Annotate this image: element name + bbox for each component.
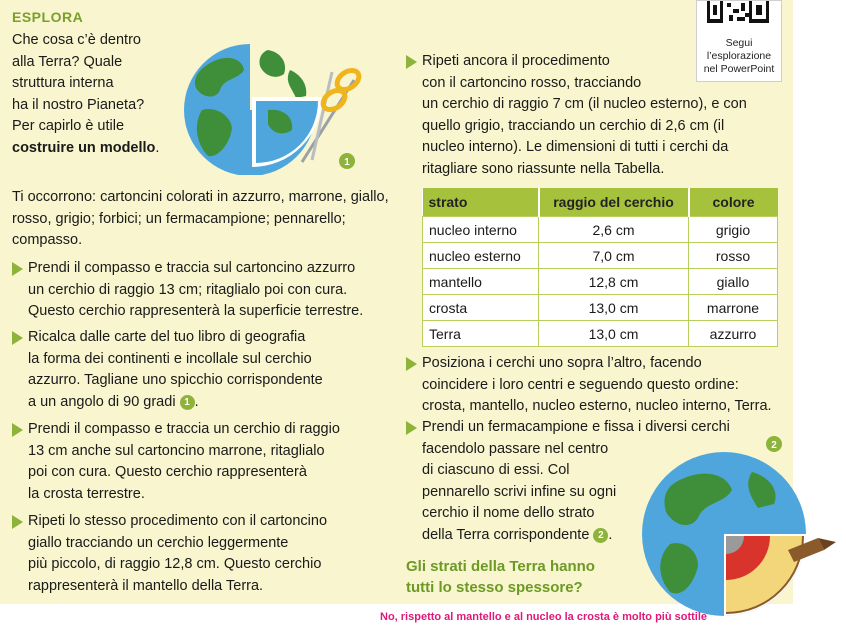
table-cell: giallo (689, 269, 778, 295)
earth-layers-model-illustration (640, 432, 840, 622)
table-cell: rosso (689, 243, 778, 269)
column-header-raggio: raggio del cerchio (539, 188, 689, 217)
table-cell: crosta (423, 295, 539, 321)
qr-caption-line: Segui (725, 37, 753, 49)
step-line: quello grigio, tracciando un cerchio di 2,6 cm (il (422, 117, 725, 134)
table-cell: mantello (423, 269, 539, 295)
intro-line: Che cosa c’è dentro (12, 32, 141, 48)
step-bullet-icon (406, 357, 417, 371)
question-line: tutti lo stesso spessore? (406, 579, 583, 596)
step-bullet-icon (406, 421, 417, 435)
step-line (28, 392, 323, 414)
intro-line: Per capirlo è utile (12, 118, 125, 134)
table-cell: grigio (689, 217, 778, 243)
question-text (406, 556, 595, 598)
step-line: 13 cm anche sul cartoncino marrone, ritaglialo (28, 442, 325, 459)
step-line: facendolo passare nel centro (422, 440, 609, 457)
table-cell: Terra (423, 321, 539, 347)
figure-badge-1-label: 1 (344, 157, 350, 168)
step-line: di ciascuno di essi. Col (422, 462, 570, 478)
table-row (423, 269, 778, 295)
step-stack-circles (406, 353, 772, 418)
step-line: con il cartoncino rosso, tracciando (422, 74, 642, 91)
qr-code-icon (705, 1, 773, 25)
intro-line: alla Terra? Quale (12, 53, 123, 70)
step-bullet-icon (406, 55, 417, 69)
step-line: azzurro. Tagliane uno spicchio corrispondente (28, 372, 323, 388)
intro-line-last (12, 138, 182, 160)
step-yellow-mantle (12, 511, 327, 597)
table-cell: 13,0 cm (539, 321, 689, 347)
step-line: pennarello scrivi infine su ogni (422, 483, 617, 500)
step-line: crosta, mantello, nucleo esterno, nucleo interno, Terra. (422, 398, 772, 414)
table-cell: 12,8 cm (539, 269, 689, 295)
section-heading: ESPLORA (12, 9, 84, 25)
earth-model-cut-illustration (172, 40, 367, 175)
step-line: Ricalca dalle carte del tuo libro di geografia (28, 329, 306, 345)
table-cell: 2,6 cm (539, 217, 689, 243)
figure-badge-2-label: 2 (771, 440, 777, 451)
step-line: cerchio il nome dello strato (422, 505, 595, 521)
step-line: nucleo interno). Le dimensioni di tutti i cerchi da (422, 139, 729, 155)
step-line: la forma dei continenti e incollale sul cerchio (28, 350, 312, 367)
intro-bold-phrase: costruire un modello (12, 139, 156, 156)
step-line: giallo tracciando un cerchio leggermente (28, 534, 289, 551)
step-bullet-icon (12, 262, 23, 276)
step-line: Posiziona i cerchi uno sopra l’altro, facendo (422, 355, 702, 371)
step-line: ritagliare sono riassunte nella Tabella. (422, 160, 665, 177)
step-line: coincidere i loro centri e seguendo questo ordine: (422, 376, 739, 393)
step-line: un cerchio di raggio 13 cm; ritaglialo poi con cura. (28, 281, 348, 298)
step-line: Ripeti ancora il procedimento (422, 53, 610, 69)
qr-caption-line: nel PowerPoint (703, 63, 775, 75)
table-header-row (423, 188, 778, 217)
strata-table (422, 188, 778, 347)
step-compass-blue (12, 258, 363, 323)
step-line: poi con cura. Questo cerchio rappresenterà (28, 464, 307, 480)
step-line: Prendi il compasso e traccia sul cartoncino azzurro (28, 260, 356, 276)
question-line: Gli strati della Terra hanno (406, 558, 595, 575)
step-line-text: della Terra corrispondente (422, 526, 590, 543)
table-row (423, 295, 778, 321)
step-line: Prendi il compasso e traccia un cerchio di raggio (28, 421, 340, 437)
column-header-strato: strato (423, 188, 539, 217)
figure-ref-badge: 2 (593, 528, 608, 543)
step-line: Questo cerchio rappresenterà la superficie terrestre. (28, 303, 364, 319)
step-bullet-icon (12, 331, 23, 345)
table-row (423, 321, 778, 347)
answer-text: No, rispetto al mantello e al nucleo la crosta è molto più sottile (380, 611, 708, 623)
intro-line: struttura interna (12, 75, 114, 91)
table-cell: 13,0 cm (539, 295, 689, 321)
punctuation: . (155, 139, 160, 156)
step-bullet-icon (12, 423, 23, 437)
materials-list: Ti occorrono: cartoncini colorati in azzurro, marrone, giallo, rosso, grigio; forbici; un fermacampione; pennarello; compasso. (12, 189, 389, 248)
table-row (423, 217, 778, 243)
step-bullet-icon (12, 515, 23, 529)
step-line-text: a un angolo di 90 gradi (28, 393, 176, 410)
table-cell: azzurro (689, 321, 778, 347)
table-cell: nucleo interno (423, 217, 539, 243)
step-line: la crosta terrestre. (28, 485, 145, 502)
column-header-colore: colore (689, 188, 778, 217)
step-line: Prendi un fermacampione e fissa i diversi cerchi (422, 419, 730, 435)
punctuation: . (194, 393, 199, 410)
step-compass-brown (12, 419, 340, 505)
table-cell: nucleo esterno (423, 243, 539, 269)
intro-text (12, 30, 182, 159)
step-continents (12, 327, 323, 413)
step-line: rappresenterà il mantello della Terra. (28, 577, 264, 594)
figure-ref-badge: 1 (180, 395, 195, 410)
step-red-grey (406, 51, 747, 180)
table-row (423, 243, 778, 269)
step-line: più piccolo, di raggio 12,8 cm. Questo cerchio (28, 556, 322, 572)
step-line: un cerchio di raggio 7 cm (il nucleo esterno), e con (422, 96, 747, 112)
punctuation: . (608, 526, 613, 543)
table-cell: 7,0 cm (539, 243, 689, 269)
step-line: Ripeti lo stesso procedimento con il cartoncino (28, 513, 328, 529)
intro-line: ha il nostro Pianeta? (12, 96, 145, 113)
table-cell: marrone (689, 295, 778, 321)
earth-layers-icon (642, 452, 836, 616)
qr-caption-line: l’esplorazione (706, 50, 772, 62)
